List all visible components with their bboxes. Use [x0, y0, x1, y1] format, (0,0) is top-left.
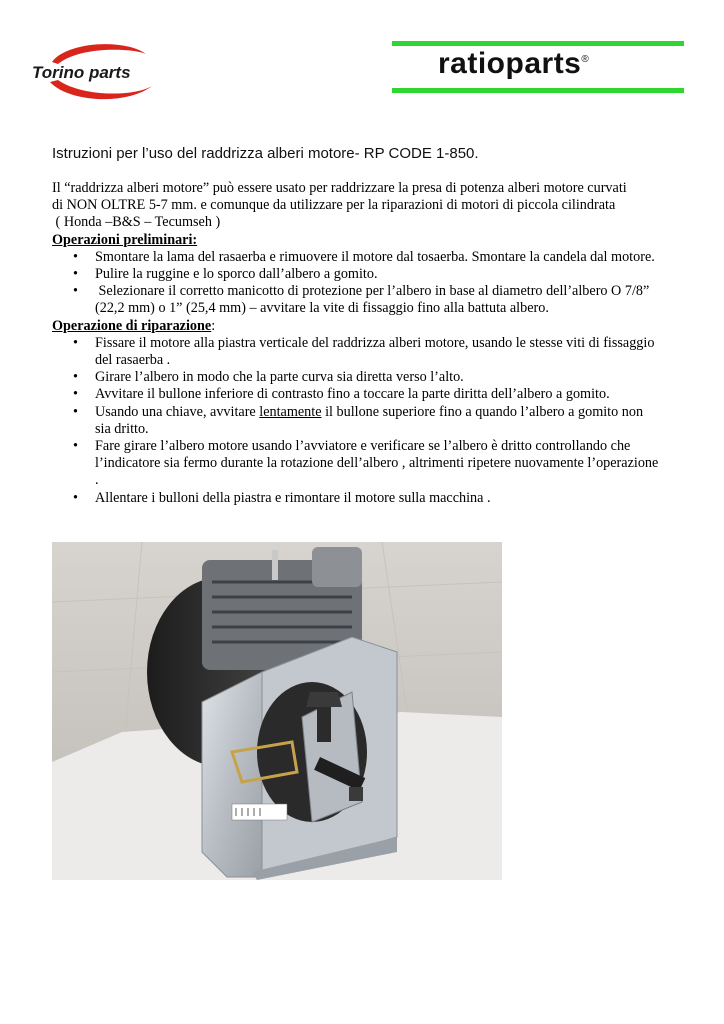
ratioparts-logo-text	[438, 47, 589, 81]
emphasis-slowly: lentamente	[259, 403, 322, 420]
torino-parts-logo	[28, 40, 158, 104]
indicator-label	[232, 804, 287, 820]
section-heading-repair-text: Operazione di riparazione	[52, 317, 212, 334]
list-item: • Fare girare l’albero motore usando l’avviatore e verificare se l’albero è dritto controllando che l’indicatore sia fermo durante la rotazione dell’albero , altrimenti ripetere nuovamente l’operazione .	[95, 438, 662, 490]
ratioparts-word: ratioparts	[438, 47, 582, 80]
list-item: • Girare l’albero in modo che la parte curva sia diretta verso l’alto.	[95, 369, 662, 386]
muffler	[312, 547, 362, 587]
lower-bolt-nut	[349, 787, 363, 801]
intro-line: di NON OLTRE 5-7 mm. e comunque da utilizzare per la riparazioni di motori di piccola cilindrata	[52, 197, 616, 214]
upper-bolt-head	[306, 692, 342, 707]
repair-list	[52, 335, 662, 507]
list-item: • Allentare i bulloni della piastra e rimontare il motore sulla macchina .	[95, 490, 662, 507]
list-item: • Fissare il motore alla piastra verticale del raddrizza alberi motore, usando le stesse viti di fissaggio del rasaerba .	[95, 335, 662, 369]
document-title: Istruzioni per l’uso del raddrizza alberi motore- RP CODE 1-850.	[52, 145, 479, 162]
list-item: • Smontare la lama del rasaerba e rimuovere il motore dal tosaerba. Smontare la candela dal motore.	[95, 249, 662, 266]
list-item	[95, 404, 662, 438]
spark-plug	[272, 550, 278, 580]
list-item: • Pulire la ruggine e lo sporco dall’albero a gomito.	[95, 266, 662, 283]
torino-logo-text: Torino parts	[32, 63, 131, 82]
preliminary-list	[52, 249, 662, 318]
item-text: il bullone superiore fino a quando l’albero a gomito non sia dritto.	[95, 403, 644, 437]
section-heading-colon: :	[211, 317, 216, 334]
section-heading-repair	[52, 318, 662, 335]
logo-bar-top	[392, 41, 684, 46]
list-item: • Selezionare il corretto manicotto di protezione per l’albero in base al diametro dell’albero O 7/8” (22,2 mm) o 1” (25,4 mm) – avvitare la vite di fissaggio fino alla battuta albero.	[95, 283, 662, 317]
intro-line: ( Honda –B&S – Tecumseh )	[52, 214, 221, 231]
document-body	[52, 180, 662, 507]
intro-line: Il “raddrizza alberi motore” può essere usato per raddrizzare la presa di potenza alberi motore curvati	[52, 180, 627, 196]
section-heading-preliminary: Operazioni preliminari:	[52, 231, 198, 248]
ratioparts-logo	[392, 41, 684, 95]
straightener-vertical-plate	[202, 672, 262, 877]
list-item: • Avvitare il bullone inferiore di contrasto fino a toccare la parte diritta dell’albero a gomito.	[95, 386, 662, 403]
item-text: Usando una chiave, avvitare	[95, 403, 260, 420]
upper-bolt	[317, 702, 331, 742]
registered-mark: ®	[581, 54, 590, 65]
engine-straightener-photo	[52, 542, 502, 880]
logo-bar-bottom	[392, 88, 684, 93]
